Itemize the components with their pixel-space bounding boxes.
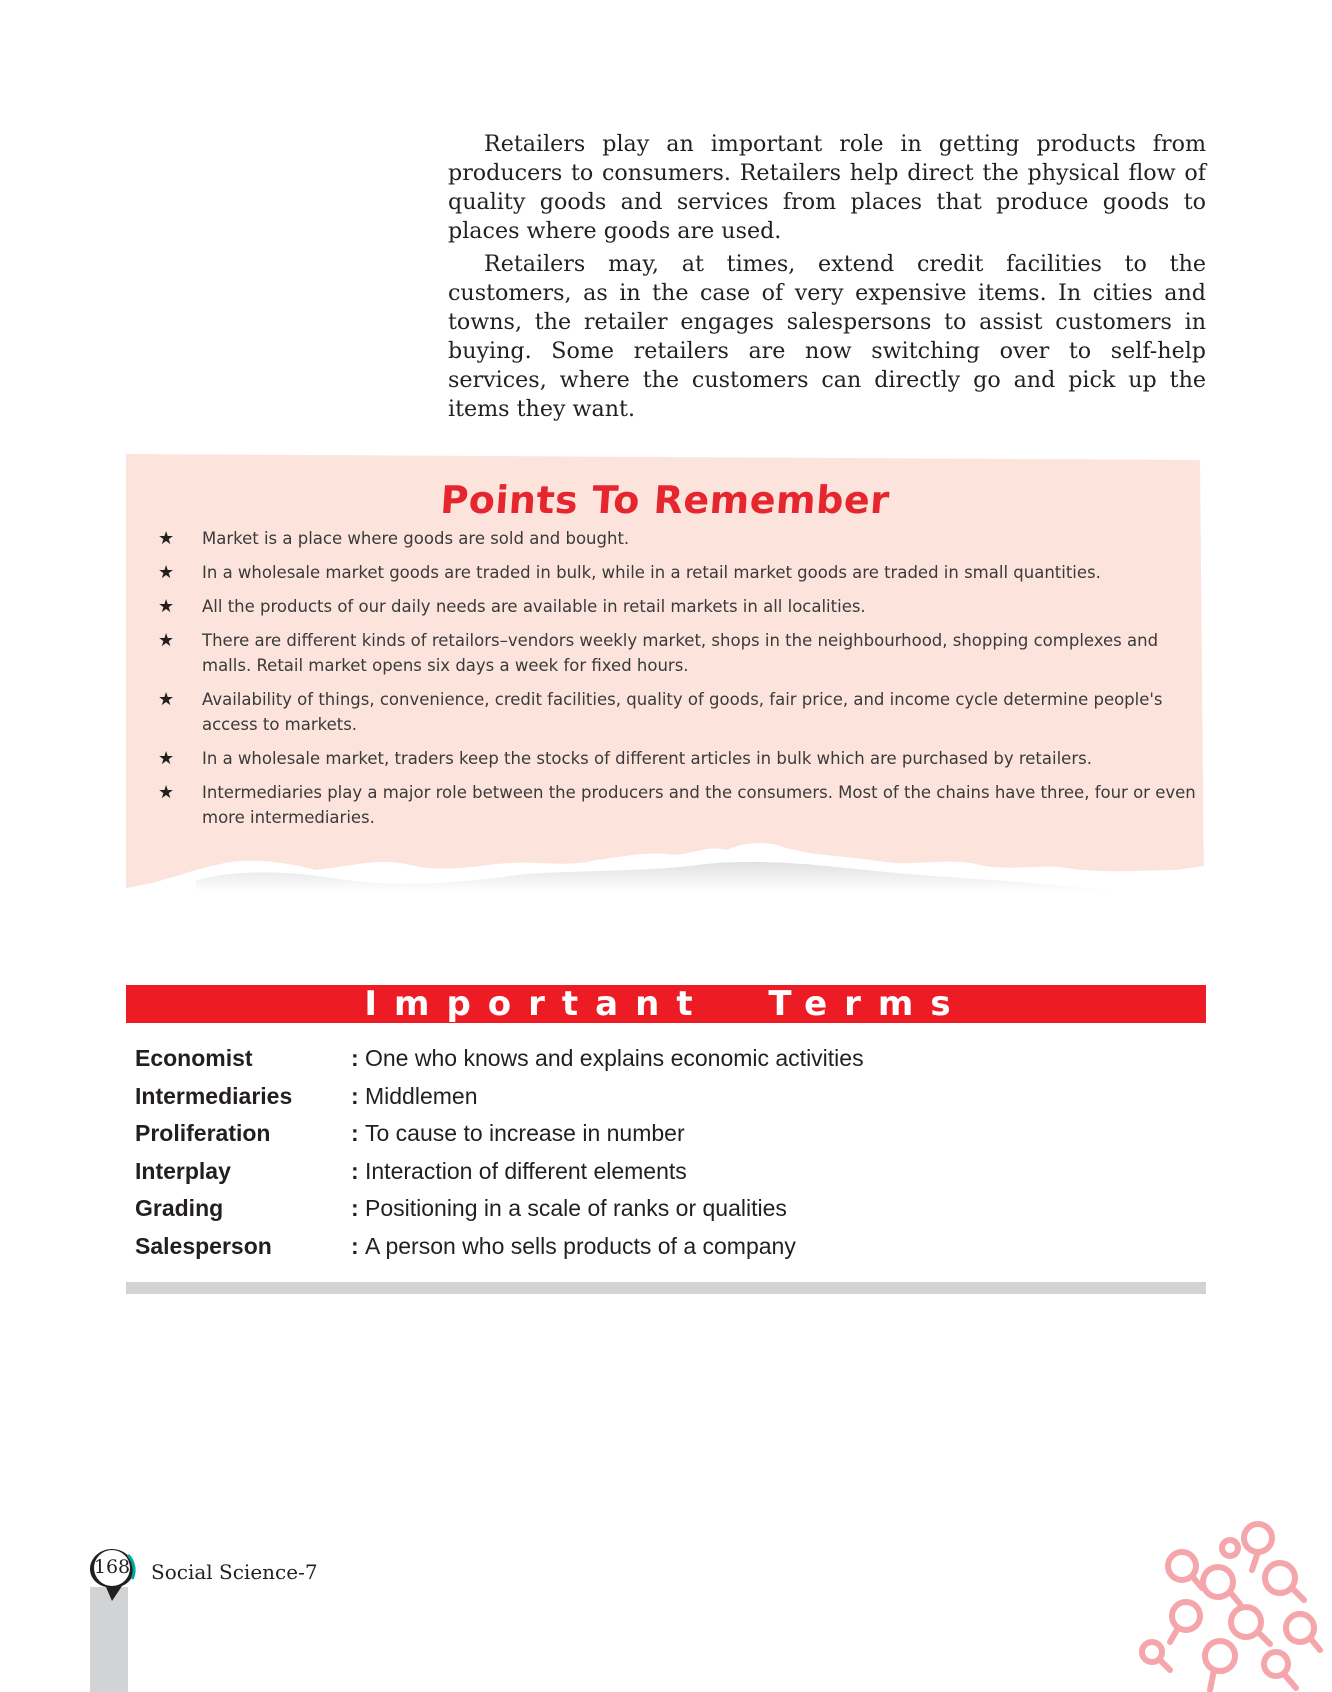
term-name: Proliferation <box>135 1120 271 1147</box>
list-item <box>158 594 1198 619</box>
page-number-badge <box>88 1547 148 1692</box>
paragraph: Retailers play an important role in getting products from producers to consumers. Retailers help direct the physical flow of quality goods and services from places that produce goods to places where goods are used. <box>448 131 1206 244</box>
star-bullet-icon: ★ <box>158 630 175 651</box>
term-row <box>135 1040 1195 1078</box>
points-list <box>158 526 1198 839</box>
list-item <box>158 746 1198 771</box>
list-item <box>158 560 1198 585</box>
term-separator: : <box>351 1120 359 1147</box>
important-terms-heading: Important Terms <box>126 985 1206 1023</box>
term-row <box>135 1078 1195 1116</box>
term-separator: : <box>351 1082 359 1109</box>
star-bullet-icon: ★ <box>158 748 175 769</box>
term-name: Economist <box>135 1045 253 1072</box>
term-name: Intermediaries <box>135 1082 293 1109</box>
list-item <box>158 628 1198 678</box>
point-text: All the products of our daily needs are available in retail markets in all localities. <box>202 597 866 616</box>
list-item <box>158 687 1198 737</box>
paragraph: Retailers may, at times, extend credit facilities to the customers, as in the case of very expensive items. In cities and towns, the retailer engages salespersons to assist customers in buying. Some retailers are now switching over to self-help services, where the customers can directly go and pick up the items they want. <box>448 251 1206 422</box>
point-text: Market is a place where goods are sold and bought. <box>202 529 630 548</box>
list-item <box>158 780 1198 830</box>
term-definition: Interaction of different elements <box>365 1157 687 1184</box>
term-name: Interplay <box>135 1157 231 1184</box>
term-definition: Middlemen <box>365 1082 478 1109</box>
point-text: In a wholesale market goods are traded in bulk, while in a retail market goods are traded in small quantities. <box>202 563 1101 582</box>
term-definition: Positioning in a scale of ranks or qualities <box>365 1195 787 1222</box>
terms-list <box>135 1040 1195 1265</box>
magnifying-glass-pattern-icon <box>1130 1520 1330 1692</box>
term-separator: : <box>351 1232 359 1259</box>
term-row <box>135 1228 1195 1266</box>
star-bullet-icon: ★ <box>158 782 175 803</box>
points-to-remember-box <box>126 452 1204 892</box>
term-name: Salesperson <box>135 1232 272 1259</box>
star-bullet-icon: ★ <box>158 562 175 583</box>
term-definition: One who knows and explains economic activities <box>365 1045 864 1072</box>
point-text: In a wholesale market, traders keep the stocks of different articles in bulk which are purchased by retailers. <box>202 749 1092 768</box>
term-separator: : <box>351 1045 359 1072</box>
term-row <box>135 1190 1195 1228</box>
points-title: Points To Remember <box>438 478 892 522</box>
term-name: Grading <box>135 1195 224 1222</box>
point-text: Availability of things, convenience, credit facilities, quality of goods, fair price, and income cycle determine people's access to markets. <box>202 690 1163 734</box>
term-definition: To cause to increase in number <box>365 1120 685 1147</box>
star-bullet-icon: ★ <box>158 596 175 617</box>
term-separator: : <box>351 1195 359 1222</box>
term-definition: A person who sells products of a company <box>365 1232 796 1259</box>
list-item <box>158 526 1198 551</box>
star-bullet-icon: ★ <box>158 689 175 710</box>
term-row <box>135 1115 1195 1153</box>
point-text: There are different kinds of retailors–vendors weekly market, shops in the neighbourhood, shopping complexes and malls. Retail market opens six days a week for fixed hours. <box>202 631 1159 675</box>
star-bullet-icon: ★ <box>158 528 175 549</box>
term-separator: : <box>351 1157 359 1184</box>
term-row <box>135 1153 1195 1191</box>
book-title: Social Science-7 <box>151 1560 318 1584</box>
body-text <box>448 130 1206 428</box>
page-number: 168 <box>93 1556 131 1578</box>
point-text: Intermediaries play a major role between the producers and the consumers. Most of the chains have three, four or even more intermediaries. <box>202 783 1196 827</box>
section-divider <box>126 1282 1206 1294</box>
